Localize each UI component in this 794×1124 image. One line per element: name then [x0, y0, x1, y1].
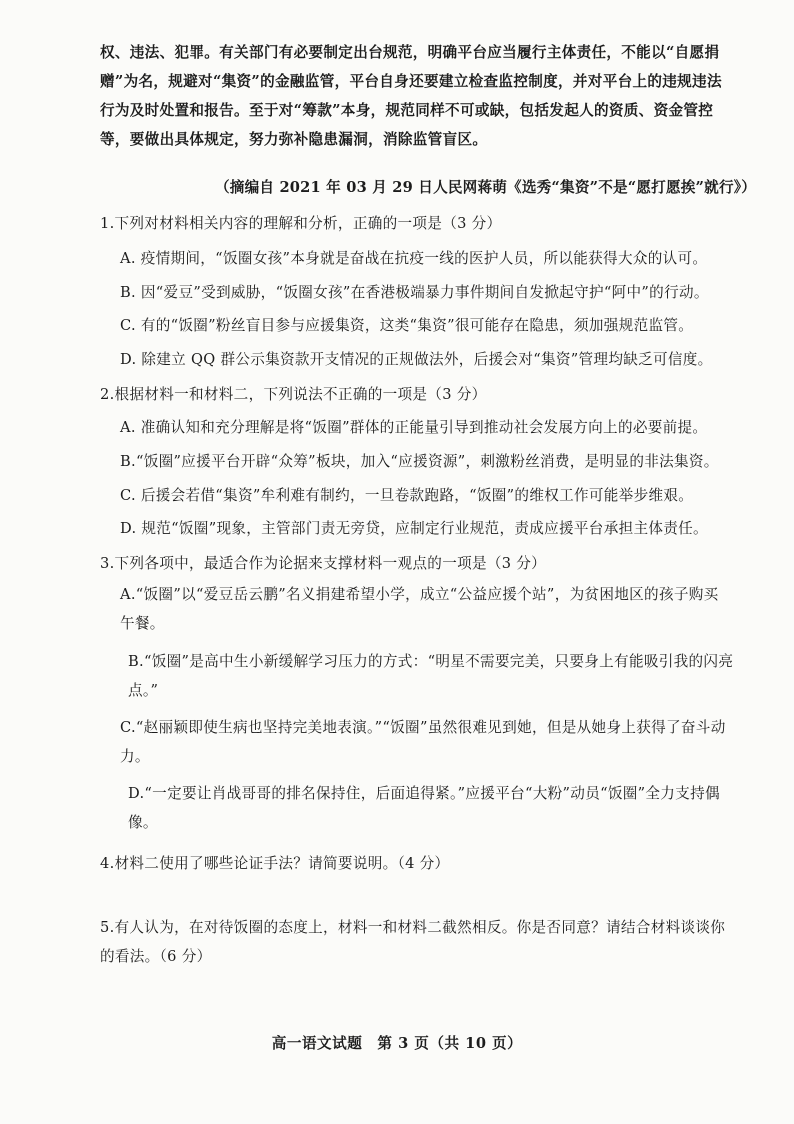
question-3-option-c: C.“赵丽颖即使生病也坚持完美地表演。”“饭圈”虽然很难见到她，但是从她身上获得了奋斗动力。 [120, 719, 726, 765]
question-2-stem: 2.根据材料一和材料二，下列说法不正确的一项是（3 分） [100, 386, 487, 403]
intro-paragraph: 权、违法、犯罪。有关部门有必要制定出台规范，明确平台应当履行主体责任，不能以“自愿捐赠”为名，规避对“集资”的金融监管，平台自身还要建立检查监控制度，并对平台上的违规违法行为及时处置和报告。至于对“筹款”本身，规范同样不可或缺，包括发起人的资质、资金管控等，要做出具体规定，努力弥补隐患漏洞，消除监管盲区。 [100, 44, 722, 148]
question-5: 5.有人认为，在对待饭圈的态度上，材料一和材料二截然相反。你是否同意？请结合材料谈谈你的看法。（6 分） [100, 919, 726, 965]
question-3-option-d: D.“一定要让肖战哥哥的排名保持住，后面追得紧。”应援平台“大粉”动员“饭圈”全力支持偶像。 [128, 785, 720, 831]
question-3-option-a: A.“饭圈”以“爱豆岳云鹏”名义捐建希望小学，成立“公益应援个站”，为贫困地区的孩子购买午餐。 [120, 586, 719, 632]
source-citation: （摘编自 2021 年 03 月 29 日人民网蒋萌《选秀“集资”不是“愿打愿挨”就行》） [215, 179, 757, 196]
question-2-option-c: C. 后援会若借“集资”牟利难有制约，一旦卷款跑路，“饭圈”的维权工作可能举步维艰。 [120, 487, 694, 504]
question-1-option-d: D. 除建立 QQ 群公示集资款开支情况的正规做法外，后援会对“集资”管理均缺乏可信度。 [120, 351, 713, 368]
question-1-option-a: A. 疫情期间，“饭圈女孩”本身就是奋战在抗疫一线的医护人员，所以能获得大众的认可。 [120, 250, 708, 267]
question-4: 4.材料二使用了哪些论证手法？请简要说明。（4 分） [100, 855, 450, 872]
question-2-option-a: A. 准确认知和充分理解是将“饭圈”群体的正能量引导到推动社会发展方向上的必要前提。 [120, 419, 708, 436]
question-2-option-b: B.“饭圈”应援平台开辟“众筹”板块，加入“应援资源”，刺激粉丝消费，是明显的非法集资。 [120, 453, 719, 470]
question-1-option-c: C. 有的“饭圈”粉丝盲目参与应援集资，这类“集资”很可能存在隐患，须加强规范监管。 [120, 317, 694, 334]
question-2-option-d: D. 规范“饭圈”现象，主管部门责无旁贷，应制定行业规范，责成应援平台承担主体责任。 [120, 520, 708, 537]
page-footer: 高一语文试题 第 3 页（共 10 页） [271, 1035, 523, 1052]
question-3-stem: 3.下列各项中，最适合作为论据来支撑材料一观点的一项是（3 分） [100, 555, 547, 572]
question-1-option-b: B. 因“爱豆”受到威胁，“饭圈女孩”在香港极端暴力事件期间自发掀起守护“阿中”的行动。 [120, 284, 709, 301]
question-3-option-b: B.“饭圈”是高中生小新缓解学习压力的方式：“明星不需要完美，只要身上有能吸引我的闪亮点。” [128, 653, 734, 699]
question-1-stem: 1.下列对材料相关内容的理解和分析，正确的一项是（3 分） [100, 215, 502, 232]
